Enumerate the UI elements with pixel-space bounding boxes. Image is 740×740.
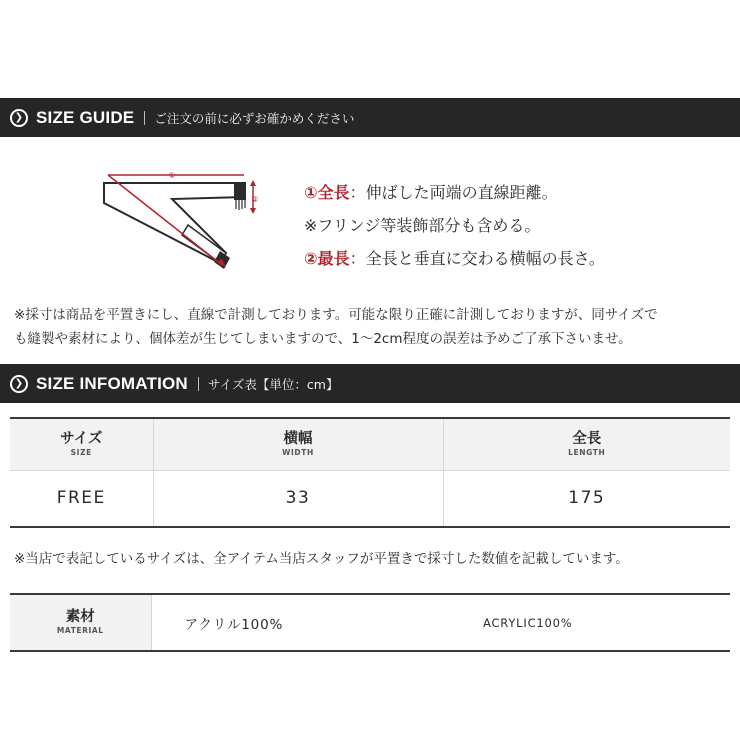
material-label-en: MATERIAL [56,626,104,635]
table-row [10,470,730,527]
measurement-note [14,303,730,351]
legend-num-1: ① [304,183,318,202]
header-length-ja: 全長 [572,430,602,447]
size-info-subtitle: サイズ表【単位：cm】 [207,376,339,392]
header-width-ja: 横幅 [283,430,313,447]
header-size [10,418,153,470]
chevron-right-icon: ❯ [10,109,28,127]
legend-line-width [304,242,605,275]
measurement-note-line-2: も縫製や素材により、個体差が生じてしまいますので、1〜2cm程度の誤差は予めご了承下さいませ。 [14,331,632,347]
width-label: ② [251,195,259,204]
header-size-ja: サイズ [60,430,103,447]
size-guide-subtitle: ご注文の前に必ずお確かめください [154,110,355,126]
size-info-title: SIZE INFOMATION [36,373,188,393]
arrow-head-up [250,180,256,186]
table-note: ※当店で表記しているサイズは、全アイテム当店スタッフが平置きで採寸した数値を記載しています。 [14,551,629,567]
legend-key-width: 最長 [317,249,350,268]
arrow-head-down [250,208,256,214]
table-row [10,594,730,651]
legend-line-length [304,176,605,209]
legend-num-2: ② [304,249,318,268]
header-divider [144,111,145,125]
material-value-en: ACRYLIC100% [441,594,730,651]
measurement-legend [304,176,605,275]
header-size-en: SIZE [70,447,92,457]
size-info-header [0,364,740,403]
cell-width: 33 [153,470,443,527]
scarf-diagram [96,165,268,277]
legend-line-fringe: ※フリンジ等装飾部分も含める。 [304,216,541,235]
scarf-fringe-top [234,182,246,200]
cell-length: 175 [443,470,730,527]
header-length-en: LENGTH [568,447,606,457]
size-table [10,417,730,528]
size-guide-header [0,98,740,137]
material-label-ja: 素材 [65,609,95,625]
chevron-right-icon: ❯ [10,375,28,393]
scarf-fringe-lines [236,200,245,210]
material-value-ja: アクリル100% [151,594,441,651]
length-label: ① [168,171,176,180]
material-label [10,594,151,651]
header-width-en: WIDTH [282,447,314,457]
header-length [443,418,730,470]
legend-text-length: ：伸ばした両端の直線距離。 [349,183,558,202]
header-divider [198,377,199,391]
measurement-note-line-1: ※採寸は商品を平置きにし、直線で計測しております。可能な限り正確に計測しておりますが、同サイズで [14,307,658,323]
legend-text-width: ：全長と垂直に交わる横幅の長さ。 [349,249,605,268]
material-table [10,593,730,652]
legend-key-length: 全長 [317,183,350,202]
cell-size: FREE [10,470,153,527]
header-width [153,418,443,470]
size-guide-title: SIZE GUIDE [36,107,135,127]
size-table-header [10,418,730,470]
